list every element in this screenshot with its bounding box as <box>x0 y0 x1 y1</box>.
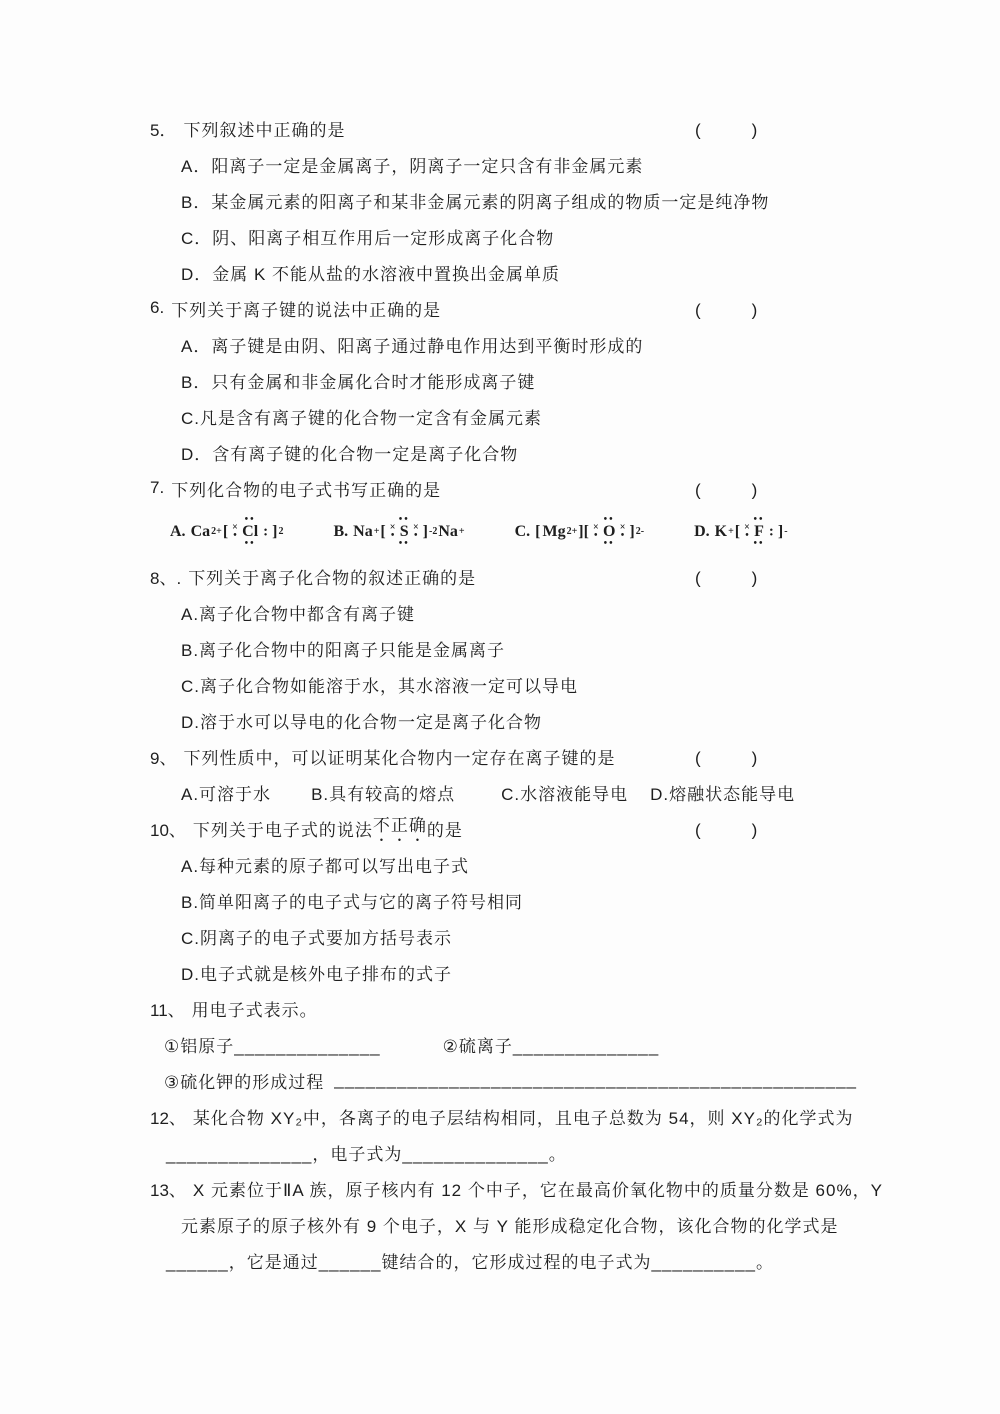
electron-formula-option-d: D. K + [ F •• •• × • : ] - <box>694 514 788 549</box>
question-9-option-d: D.熔融状态能导电 <box>650 784 796 804</box>
question-10-answer-parentheses: ( ) <box>695 820 758 840</box>
question-13-line-1 <box>150 1170 883 1206</box>
question-9-text: 下列性质中，可以证明某化合物内一定存在离子键的是 <box>183 748 616 768</box>
question-8-number: 8、. <box>150 568 182 588</box>
question-5-option-b: B．某金属元素的阳离子和某非金属元素的阴离子组成的物质一定是纯净物 <box>181 192 770 212</box>
question-11-item-3-blank: __________________________________________________ <box>334 1070 857 1089</box>
question-10-number: 10、 <box>150 820 186 840</box>
electron-dot-symbol-Cl: Cl •• •• × • : <box>232 514 269 549</box>
question-8-answer-parentheses: ( ) <box>695 568 758 588</box>
question-8-text: 下列关于离子化合物的叙述正确的是 <box>188 568 477 588</box>
question-7-stem <box>150 470 830 506</box>
question-11-item-2-sulfide-ion-blank: ②硫离子______________ <box>442 1036 660 1056</box>
question-7-number: 7. <box>150 478 165 497</box>
question-5-text: 下列叙述中正确的是 <box>183 120 346 140</box>
question-8-option-c: C.离子化合物如能溶于水，其水溶液一定可以导电 <box>181 676 578 696</box>
question-9-option-c: C.水溶液能导电 <box>501 784 629 804</box>
question-12-line-1 <box>150 1098 854 1134</box>
electron-formula-option-a: A. Ca 2+ [ Cl •• •• × • : ] 2 <box>170 514 284 549</box>
question-8-option-a: A.离子化合物中都含有离子键 <box>181 604 416 624</box>
question-8-option-d: D.溶于水可以导电的化合物一定是离子化合物 <box>181 712 542 732</box>
question-6-option-d: D．含有离子键的化合物一定是离子化合物 <box>181 444 519 464</box>
question-9-answer-parentheses: ( ) <box>695 748 758 768</box>
question-9-option-b: B.具有较高的熔点 <box>311 784 456 804</box>
question-7-answer-parentheses: ( ) <box>695 480 758 500</box>
question-10-stem <box>150 810 830 846</box>
question-11-stem <box>150 990 830 1026</box>
question-10-option-d: D.电子式就是核外电子排布的式子 <box>181 964 452 984</box>
question-9-option-a: A.可溶于水 <box>181 784 272 804</box>
question-8-option-b: B.离子化合物中的阳离子只能是金属离子 <box>181 640 506 660</box>
question-5-number: 5． <box>150 120 177 140</box>
question-10-option-b: B.简单阳离子的电子式与它的离子符号相同 <box>181 892 524 912</box>
question-8-stem <box>150 558 830 594</box>
question-7-text: 下列化合物的电子式书写正确的是 <box>171 480 442 500</box>
question-6-option-c: C.凡是含有离子键的化合物一定含有金属元素 <box>181 408 542 428</box>
question-11-text: 用电子式表示。 <box>191 1000 318 1020</box>
electron-dot-symbol-O: O •• •• × • × • <box>592 514 626 549</box>
question-12-number: 12、 <box>150 1108 186 1128</box>
question-11-blanks-row-2 <box>150 1062 857 1098</box>
question-5-option-a: A．阳离子一定是金属离子，阴离子一定只含有非金属元素 <box>181 156 644 176</box>
question-12-text: 某化合物 XY₂中，各离子的电子层结构相同，且电子总数为 54，则 XY₂的化学式为 <box>192 1108 854 1128</box>
question-10-option-a: A.每种元素的原子都可以写出电子式 <box>181 856 470 876</box>
question-13-text-line-1: X 元素位于ⅡA 族，原子核内有 12 个中子，它在最高价氧化物中的质量分数是 60%，Y <box>192 1180 883 1200</box>
question-6-option-a: A．离子键是由阴、阳离子通过静电作用达到平衡时形成的 <box>181 336 644 356</box>
question-6-answer-parentheses: ( ) <box>695 300 758 320</box>
electron-dot-symbol-S: S •• •• × • × • <box>389 514 419 549</box>
question-9-stem <box>150 738 830 774</box>
question-10-text-post: 的是 <box>426 820 463 840</box>
question-5-option-c: C．阴、阳离子相互作用后一定形成离子化合物 <box>181 228 555 248</box>
question-5-option-d: D．金属 K 不能从盐的水溶液中置换出金属单质 <box>181 264 561 284</box>
question-10-option-c: C.阴离子的电子式要加方括号表示 <box>181 928 452 948</box>
question-9-options-row <box>150 774 830 810</box>
question-13-number: 13、 <box>150 1180 186 1200</box>
question-11-blanks-row-1 <box>150 1026 830 1062</box>
question-10-text-emphasized: 不正确 <box>372 816 427 835</box>
electron-formula-option-c: C. [ Mg 2+ ][ O •• •• × • × • ] 2- <box>514 514 645 549</box>
question-13-line-2: 元素原子的原子核外有 9 个电子，X 与 Y 能形成稳定化合物，该化合物的化学式是 <box>181 1216 839 1236</box>
question-5-stem <box>150 110 830 146</box>
question-9-number: 9、 <box>150 748 177 768</box>
question-6-number: 6. <box>150 298 165 317</box>
worksheet-content <box>150 110 883 1278</box>
question-7-electron-formula-options <box>150 506 830 558</box>
question-10-text-pre: 下列关于电子式的说法 <box>192 820 373 840</box>
question-11-number: 11、 <box>150 1000 185 1020</box>
electron-dot-symbol-F: F •• •• × • : <box>744 514 774 549</box>
electron-formula-option-b: B. Na + [ S •• •• × • × • ] -2 Na + <box>333 514 465 549</box>
question-12-line-2-blanks: ______________，电子式为______________。 <box>166 1144 567 1164</box>
question-11-item-3-label: ③硫化钾的形成过程 <box>164 1072 325 1092</box>
question-13-line-3-blanks: ______，它是通过______键结合的，它形成过程的电子式为__________。 <box>166 1252 774 1272</box>
question-11-item-1-aluminum-atom-blank: ①铝原子______________ <box>164 1036 381 1056</box>
question-6-option-b: B．只有金属和非金属化合时才能形成离子键 <box>181 372 536 392</box>
question-6-stem <box>150 290 830 326</box>
question-5-answer-parentheses: ( ) <box>695 120 758 140</box>
question-6-text: 下列关于离子键的说法中正确的是 <box>171 300 442 320</box>
